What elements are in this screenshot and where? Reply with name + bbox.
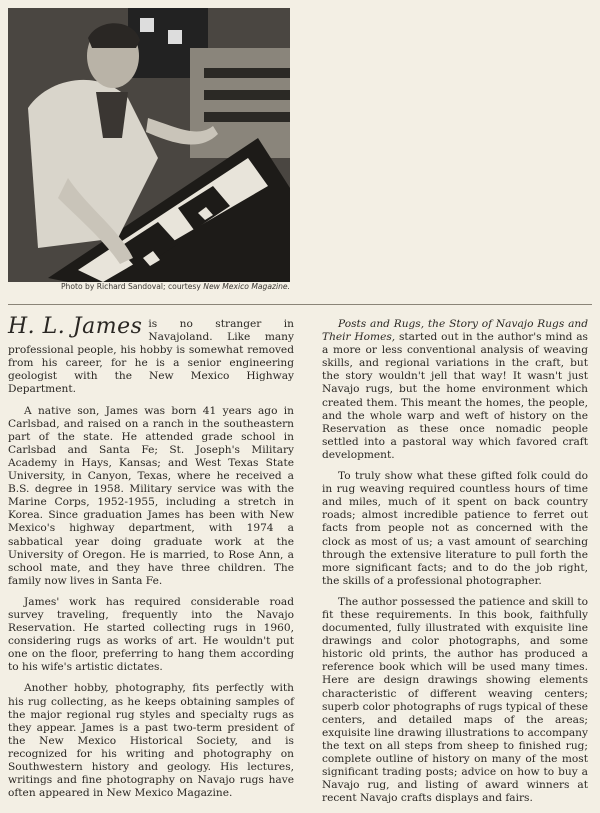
research-paragraph: To truly show what these gifted folk could do in rug weaving required countless hours of time and miles, much of it spent on back country roads; almost incredible patience to ferret out facts from people not as concerned with the clock as most of us; a vast amount of searching through the extensive literature to pull forth the more significant facts; and to do the job right, the skills of a professional photographer. xyxy=(322,470,588,587)
author-name: H. L. James xyxy=(8,314,143,339)
caption-source: New Mexico Magazine. xyxy=(203,282,290,291)
caption-prefix: Photo by Richard Sandoval; courtesy xyxy=(60,282,204,291)
divider xyxy=(8,304,592,305)
book-intro-text: started out in the author's mind as a more or less conventional analysis of weaving skills, and regional variations in the craft, but the story wouldn't jell that way! It wasn't just Navajo rugs, but the home environment which created them. This meant the homes, the people, and the whole warp and weft of history on the Reservation as these once nomadic people settled into a pastoral way which favored craft development. xyxy=(322,331,588,461)
left-column xyxy=(8,314,294,808)
book-title: Posts and Rugs, the Story of Navajo Rugs and Their Homes, xyxy=(322,318,588,344)
photo-icon xyxy=(8,8,290,282)
author-photo xyxy=(8,8,290,282)
photo-caption xyxy=(8,282,290,291)
photography-paragraph: Another hobby, photography, fits perfectly with his rug collecting, as he keeps obtaining samples of the major regional rug styles and specialty rugs as they appear. James is a past two-term president of the New Mexico Historical Society, and is recognized for his writing and photography on Southwestern history and geology. His lectures, writings and fine photography on Navajo rugs have often appeared in New Mexico Magazine. xyxy=(8,682,294,800)
collecting-paragraph: James' work has required considerable road survey traveling, frequently into the Navajo Reservation. He started collecting rugs in 1960, considering rugs as works of art. He wouldn't put one on the floor, preferring to hang them according to his wife's artistic dictates. xyxy=(8,595,294,674)
intro-text: is no stranger in Navajoland. Like many professional people, his hobby is somewhat removed from his career, for he is a senior engineering geologist with the New Mexico Highway Department. xyxy=(8,318,294,396)
biography-paragraph: A native son, James was born 41 years ago in Carlsbad, and raised on a ranch in the southeastern part of the state. He attended grade school in Carlsbad and Santa Fe; St. Joseph's Military Academy in Hays, Kansas; and West Texas State University, in Canyon, Texas, where he received a B.S. degree in 1958. Military service was with the Marine Corps, 1952-1955, including a stretch in Korea. Since graduation James has been with New Mexico's highway department, with 1974 a sabbatical year doing graduate work at the University of Oregon. He is married, to Rose Ann, a school mate, and they have three children. The family now lives in Santa Fe. xyxy=(8,404,294,587)
book-intro-paragraph xyxy=(322,318,588,462)
intro-paragraph xyxy=(8,314,294,397)
right-column xyxy=(322,318,588,813)
book-contents-paragraph: The author possessed the patience and skill to fit these requirements. In this book, faithfully documented, fully illustrated with exquisite line drawings and color photographs, and some historic old prints, the author has produced a reference book which will be used many times. Here are design drawings showing elements characteristic of different weaving centers; superb color photographs of rugs typical of these centers, and detailed maps of the areas; exquisite line drawing illustrations to accompany the text on all steps from sheep to finished rug; complete outline of history on many of the most significant trading posts; advice on how to buy a Navajo rug, and listing of award winners at recent Navajo crafts displays and fairs. xyxy=(322,595,588,805)
